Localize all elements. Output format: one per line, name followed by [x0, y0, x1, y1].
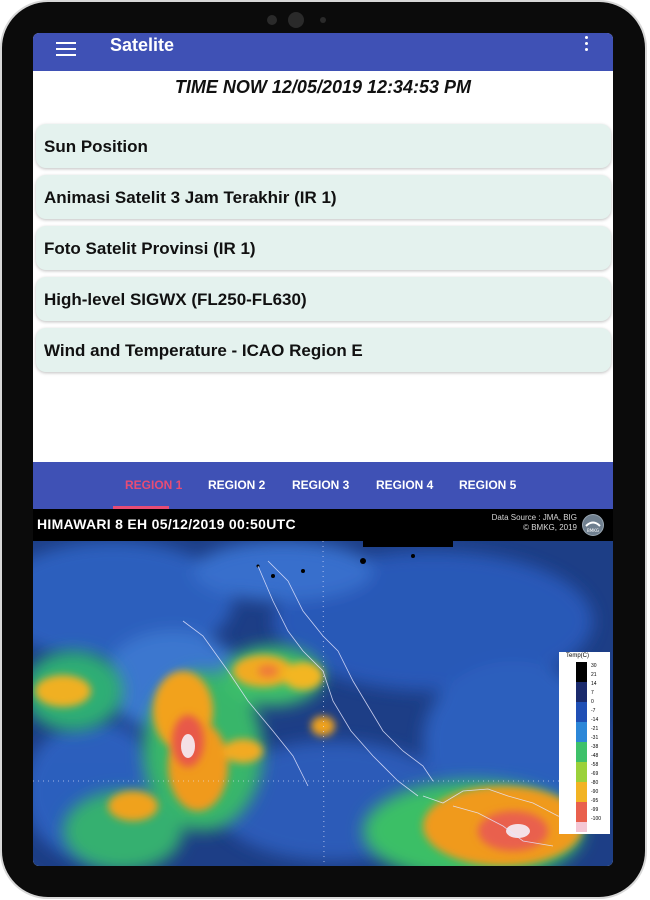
scale-label: -69 [591, 771, 599, 777]
scale-label: -31 [591, 735, 599, 741]
scale-label: 21 [591, 672, 597, 678]
tab-region-1[interactable]: REGION 1 [125, 478, 183, 492]
temperature-color-bar [576, 662, 587, 832]
scale-label: -99 [591, 807, 599, 813]
menu-item-high-level-sigwx[interactable] [36, 277, 611, 321]
scale-label: 7 [591, 690, 594, 696]
tab-region-3[interactable]: REGION 3 [292, 478, 350, 492]
scale-label: -100 [591, 816, 602, 822]
tab-region-5[interactable]: REGION 5 [459, 478, 517, 492]
menu-item-wind-temperature[interactable] [36, 328, 611, 372]
more-vert-icon[interactable] [583, 36, 589, 52]
menu-item-label: Foto Satelit Provinsi (IR 1) [44, 239, 256, 258]
temperature-scale-legend [559, 652, 610, 834]
menu-item-label: Sun Position [44, 137, 148, 156]
scale-label: -90 [591, 789, 599, 795]
tab-region-4[interactable]: REGION 4 [376, 478, 434, 492]
app-screen [33, 33, 613, 866]
menu-item-label: Animasi Satelit 3 Jam Terakhir (IR 1) [44, 188, 337, 207]
tab-region-2[interactable]: REGION 2 [208, 478, 266, 492]
satellite-image-header [33, 509, 613, 541]
satellite-image-title: HIMAWARI 8 EH 05/12/2019 00:50UTC [37, 516, 296, 532]
menu-item-foto-satelit-provinsi[interactable] [36, 226, 611, 270]
scale-label: -58 [591, 762, 599, 768]
copyright-line: © BMKG, 2019 [523, 523, 577, 532]
app-bar [33, 33, 613, 71]
region-tab-bar [33, 462, 613, 509]
menu-item-animasi-satelit[interactable] [36, 175, 611, 219]
data-source-credit [461, 513, 577, 533]
camera-sensor-right [320, 17, 326, 23]
bmkg-logo [582, 514, 604, 536]
svg-text:BMKG: BMKG [587, 528, 599, 533]
scale-label: -48 [591, 753, 599, 759]
menu-icon[interactable] [56, 42, 76, 58]
scale-label: -95 [591, 798, 599, 804]
camera-sensor-left [267, 15, 277, 25]
data-source-line: Data Source : JMA, BIG [491, 513, 577, 522]
infrared-satellite-map [33, 541, 613, 866]
satellite-image[interactable] [33, 509, 613, 866]
scale-label: 30 [591, 663, 597, 669]
scale-label: -38 [591, 744, 599, 750]
menu-item-sun-position[interactable] [36, 124, 611, 168]
front-camera [288, 12, 304, 28]
scale-label: 0 [591, 699, 594, 705]
scale-label: -7 [591, 708, 596, 714]
scale-labels [591, 662, 609, 824]
time-now-label: TIME NOW 12/05/2019 12:34:53 PM [174, 77, 472, 97]
menu-item-label: Wind and Temperature - ICAO Region E [44, 341, 363, 360]
menu-item-label: High-level SIGWX (FL250-FL630) [44, 290, 307, 309]
app-title: Satelite [110, 35, 175, 55]
scale-label: -14 [591, 717, 599, 723]
scale-label: -80 [591, 780, 599, 786]
scale-title: Temp(C) [566, 653, 590, 659]
scale-label: 14 [591, 681, 597, 687]
scale-label: -21 [591, 726, 599, 732]
